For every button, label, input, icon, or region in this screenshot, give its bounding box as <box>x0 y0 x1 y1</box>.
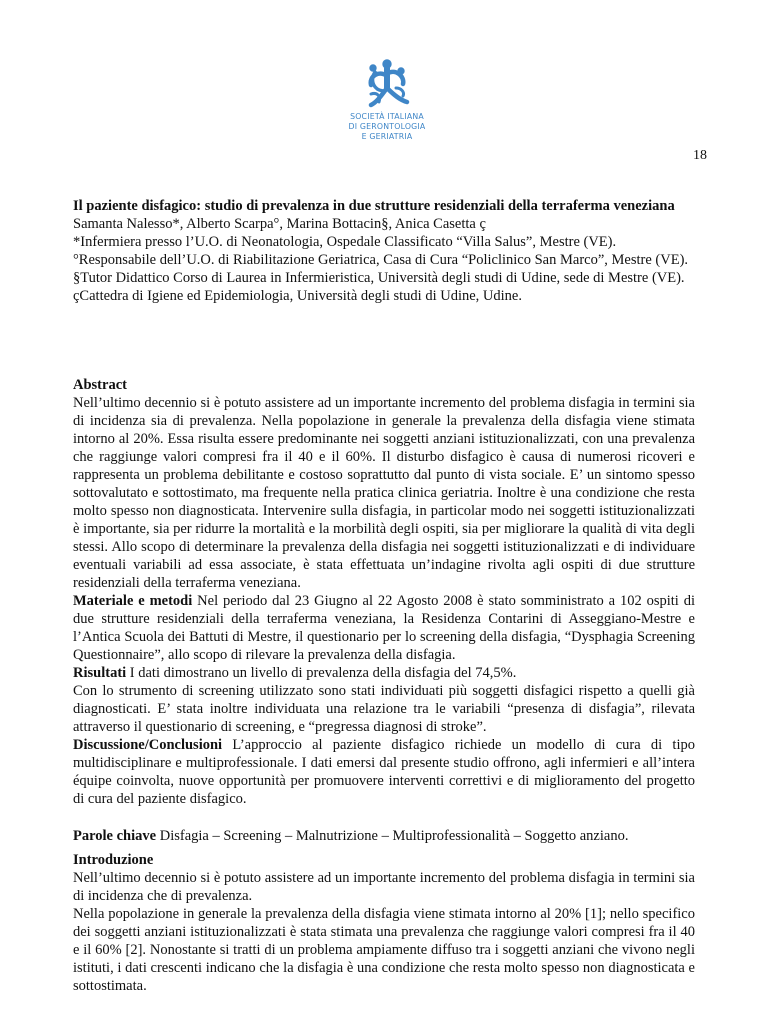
article-header <box>73 197 695 305</box>
abstract-heading: Abstract <box>73 377 127 393</box>
methods-text: Nel periodo dal 23 Giugno al 22 Agosto 2008 è stato somministrato a 102 ospiti di due strutture residenziali della terraferma veneziana, la Residenza Contarini di Asseggiano-Mestre e l’Antica Scuola dei Battuti di Mestre, il questionario per lo screening della disfagia, “Dysphagia Screening Questionnaire”, allo scopo di rilevare la prevalenza della disfagia. <box>73 593 695 663</box>
author-list: Samanta Nalesso*, Alberto Scarpa°, Marina Bottacin§, Anica Casetta ç <box>73 216 486 232</box>
introduction-section <box>73 851 695 995</box>
introduction-paragraph-1: Nell’ultimo decennio si è potuto assistere ad un importante incremento del problema disfagia in termini sia di incidenza che di prevalenza. <box>73 870 695 904</box>
affiliation-2: °Responsabile dell’U.O. di Riabilitazione Geriatrica, Casa di Cura “Policlinico San Marco”, Mestre (VE). <box>73 252 689 268</box>
keywords-section <box>73 827 695 845</box>
results-paragraph-2: Con lo strumento di screening utilizzato sono stati individuati più soggetti disfagici rispetto a quelli già diagnosticati. E’ stata inoltre individuata una relazione tra le variabili “presenza di disfagia”, rilevata attraverso il questionario di screening, e “pregressa diagnosi di stroke”. <box>73 683 695 735</box>
keywords-text: Disfagia – Screening – Malnutrizione – Multiprofessionalità – Soggetto anziano. <box>156 828 629 844</box>
abstract-text: Nell’ultimo decennio si è potuto assistere ad un importante incremento del problema disfagia in termini sia di incidenza sia di prevalenza. Nella popolazione in generale la prevalenza della disfagia viene stimata intorno al 20%. Essa risulta essere predominante nei soggetti anziani istituzionalizzati, con una prevalenza che raggiunge valori compresi fra il 40 e il 60%. Il disturbo disfagico è causa di numerosi ricoveri e rappresenta un problema debilitante e costoso soprattutto dal punto di vista sociale. E’ un sintomo spesso sottovalutato e sottostimato, ma frequente nella pratica clinica geriatria. Inoltre è una condizione che resta molto spesso non diagnosticata. Intervenire sulla disfagia, in particolar modo nei soggetti istituzionalizzati è importante, sia per ridurre la mortalità e la morbilità degli ospiti, sia per migliorare la qualità di vita degli stessi. Allo scopo di determinare la prevalenza della disfagia nei soggetti istituzionalizzati e di individuare eventuali variabili ad essa associate, è stata effettuata un’indagine rivolta agli ospiti di due strutture residenziali della terraferma veneziana. <box>73 395 695 591</box>
results-text: I dati dimostrano un livello di prevalenza della disfagia del 74,5%. <box>126 665 517 681</box>
society-logo <box>332 58 442 142</box>
article-title: Il paziente disfagico: studio di prevalenza in due strutture residenziali della terraferma veneziana <box>73 198 675 214</box>
keywords-paragraph <box>73 827 695 845</box>
results-label: Risultati <box>73 665 127 681</box>
affiliation-4: çCattedra di Igiene ed Epidemiologia, Università degli studi di Udine, Udine. <box>73 288 522 304</box>
introduction-heading: Introduzione <box>73 852 154 868</box>
results-paragraph <box>73 664 695 682</box>
affiliation-3: §Tutor Didattico Corso di Laurea in Infermieristica, Università degli studi di Udine, sede di Mestre (VE). <box>73 270 685 286</box>
logo-line-2: DI GERONTOLOGIA <box>348 122 426 131</box>
conclusions-paragraph <box>73 736 695 808</box>
stylized-figures-logo-icon <box>363 58 411 110</box>
conclusions-label: Discussione/Conclusioni <box>73 737 223 753</box>
keywords-label: Parole chiave <box>73 828 157 844</box>
conclusions-text: L’approccio al paziente disfagico richiede un modello di cura di tipo multidisciplinare e multiprofessionale. I dati emersi dal presente studio offrono, agli infermieri e all’intera équipe coinvolta, nuove opportunità per promuovere interventi correttivi e di miglioramento del progetto di cura del paziente disfagico. <box>73 737 695 807</box>
introduction-paragraph-2: Nella popolazione in generale la prevalenza della disfagia viene stimata intorno al 20% [1]; nello specifico dei soggetti anziani istituzionalizzati è stata stimata una prevalenza che raggiunge valori compresi fra il 40 e il 60% [2]. Nonostante si tratti di un problema ampiamente diffuso tra i soggetti anziani che vivono negli istituti, i dati crescenti indicano che la disfagia è una condizione che resta molto spesso non diagnosticata e sottostimata. <box>73 906 695 994</box>
affiliation-1: *Infermiera presso l’U.O. di Neonatologia, Ospedale Classificato “Villa Salus”, Mestre (VE). <box>73 234 617 250</box>
methods-label: Materiale e metodi <box>73 593 193 609</box>
page-number: 18 <box>693 148 707 163</box>
methods-paragraph <box>73 592 695 664</box>
abstract-section <box>73 376 695 808</box>
logo-line-3: E GERIATRIA <box>361 132 413 141</box>
logo-line-1: SOCIETÀ ITALIANA <box>350 112 424 121</box>
